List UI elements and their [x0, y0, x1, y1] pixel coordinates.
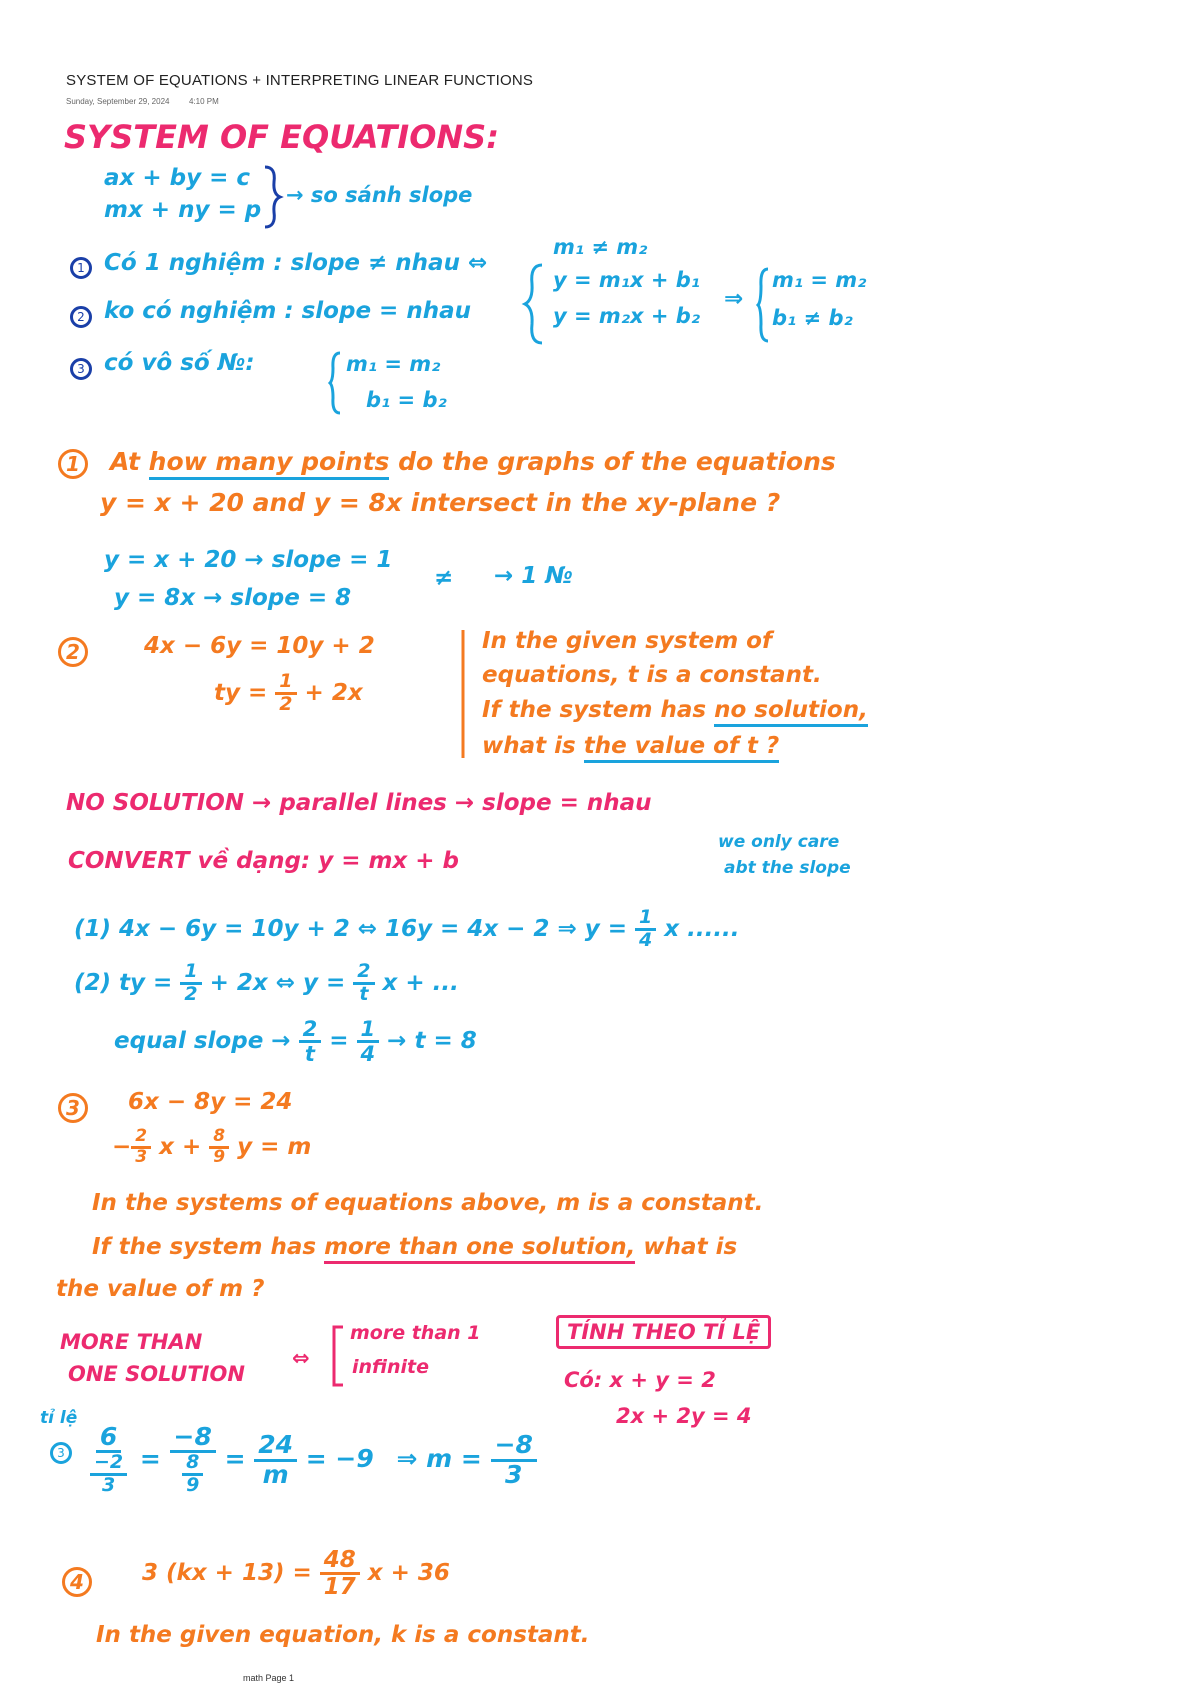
q2-side-note1: we only care [718, 832, 840, 852]
system-eq2: mx + ny = p [104, 197, 262, 223]
case1-text: Có 1 nghiệm : slope ≠ nhau ⇔ [104, 250, 488, 276]
page-date: Sunday, September 29, 2024 [66, 97, 170, 106]
case3-bullet: 3 [70, 358, 92, 380]
q3-more-than-one-phrase: more than one solution, [324, 1234, 635, 1264]
page-time: 4:10 PM [189, 97, 219, 106]
q2-no-solution-phrase: no solution, [714, 697, 868, 727]
q3-iff-arrow: ⇔ [292, 1346, 310, 1370]
q3-ratio-box: TÍNH THEO TỈ LỆ [556, 1320, 771, 1344]
case3-bracket [328, 350, 342, 416]
q2-note-convert: CONVERT về dạng: y = mx + b [68, 848, 460, 874]
q3-bracket-more-than-1: more than 1 [350, 1322, 481, 1344]
case1-bullet: 1 [70, 257, 92, 279]
result-b-not-equal: b₁ ≠ b₂ [772, 306, 853, 330]
q2-prompt-line4: what is the value of t ? [482, 733, 779, 759]
q1-prompt-line2: y = x + 20 and y = 8x intersect in the xy-plane ? [100, 488, 781, 517]
q3-ratio-work: $\frac{6}{\frac{-2}{3}}$ = $\frac{-8}{\frac{8}{9}}$ = $\frac{24}{m}$ = −9 ⇒ m = $\frac{-8}{3}$ [86, 1424, 537, 1496]
result-bracket [756, 266, 770, 344]
q2-eq1: 4x − 6y = 10y + 2 [144, 633, 375, 659]
case2-y2: y = m₂x + b₂ [553, 304, 700, 328]
page-footer: math Page 1 [243, 1673, 295, 1683]
q2-prompt-line3: If the system has no solution, [482, 697, 868, 723]
q1-result: → 1 № [494, 563, 573, 589]
q2-step2: (2) ty = $\frac{1}{2}$ + 2x ⇔ y = $\frac{2}{t}$ x + ... [74, 960, 459, 1005]
q3-prompt-line3: the value of m ? [56, 1276, 265, 1302]
q2-step1: (1) 4x − 6y = 10y + 2 ⇔ 16y = 4x − 2 ⇒ y = $\frac{1}{4}$ x ...... [74, 906, 740, 951]
q2-value-of-t-phrase: the value of t ? [584, 733, 780, 763]
q3-example-line2: 2x + 2y = 4 [616, 1404, 752, 1428]
q2-prompt-line2: equations, t is a constant. [482, 662, 822, 688]
result-m-equal: m₁ = m₂ [772, 268, 867, 292]
case1-m-not-equal: m₁ ≠ m₂ [553, 235, 648, 259]
q4-number: 4 [62, 1567, 92, 1597]
q3-work-bullet: 3 [50, 1442, 72, 1464]
system-brace [262, 164, 282, 230]
q2-prompt-line1: In the given system of [482, 628, 772, 654]
q3-eq1: 6x − 8y = 24 [128, 1089, 293, 1115]
system-eq1: ax + by = c [104, 165, 251, 191]
q1-work-line1: y = x + 20 → slope = 1 [104, 547, 393, 573]
q3-number: 3 [58, 1093, 88, 1123]
case2-bullet: 2 [70, 306, 92, 328]
q3-eq2: − $\frac{2}{3}$ x + $\frac{8}{9}$ y = m [112, 1126, 312, 1167]
q1-not-equal: ≠ [434, 565, 454, 591]
q3-bracket [330, 1324, 344, 1388]
q4-prompt: In the given equation, k is a constant. [96, 1622, 590, 1648]
section-heading: SYSTEM OF EQUATIONS: [64, 118, 500, 156]
case2-y1: y = m₁x + b₁ [553, 268, 700, 292]
q1-number: 1 [58, 449, 88, 479]
q2-side-note2: abt the slope [724, 858, 851, 878]
q4-equation: 3 (kx + 13) = $\frac{48}{17}$ x + 36 [142, 1547, 450, 1601]
q3-more-than-line1: MORE THAN [60, 1330, 203, 1354]
compare-slope-note: → so sánh slope [286, 183, 473, 207]
case2-text: ko có nghiệm : slope = nhau [104, 298, 471, 324]
page-title: SYSTEM OF EQUATIONS + INTERPRETING LINEAR FUNCTIONS [66, 72, 534, 89]
q2-eq2: ty = $\frac{1}{2}$ + 2x [214, 670, 363, 715]
q2-note-parallel: NO SOLUTION → parallel lines → slope = nhau [66, 790, 652, 816]
case3-b-equal: b₁ = b₂ [366, 388, 447, 412]
q2-divider [460, 630, 466, 758]
q3-ratio-mark: tỉ lệ [40, 1408, 78, 1428]
q2-number: 2 [58, 637, 88, 667]
case3-m-equal: m₁ = m₂ [346, 352, 441, 376]
q2-step3: equal slope → $\frac{2}{t}$ = $\frac{1}{4}$ → t = 8 [114, 1017, 477, 1067]
q3-prompt-line1: In the systems of equations above, m is a constant. [92, 1190, 764, 1216]
q1-work-line2: y = 8x → slope = 8 [114, 585, 352, 611]
case2-implies: ⇒ [724, 286, 744, 312]
case2-brace [522, 262, 544, 346]
q3-prompt-line2: If the system has more than one solution, what is [92, 1234, 737, 1260]
case3-text: có vô số №: [104, 350, 255, 376]
q3-more-than-line2: ONE SOLUTION [68, 1362, 245, 1386]
q1-prompt-line1: At how many points do the graphs of the equations [110, 447, 836, 476]
q1-underlined-phrase: how many points [149, 447, 390, 480]
q3-bracket-infinite: infinite [352, 1356, 430, 1378]
q3-example-line1: Có: x + y = 2 [564, 1368, 716, 1392]
